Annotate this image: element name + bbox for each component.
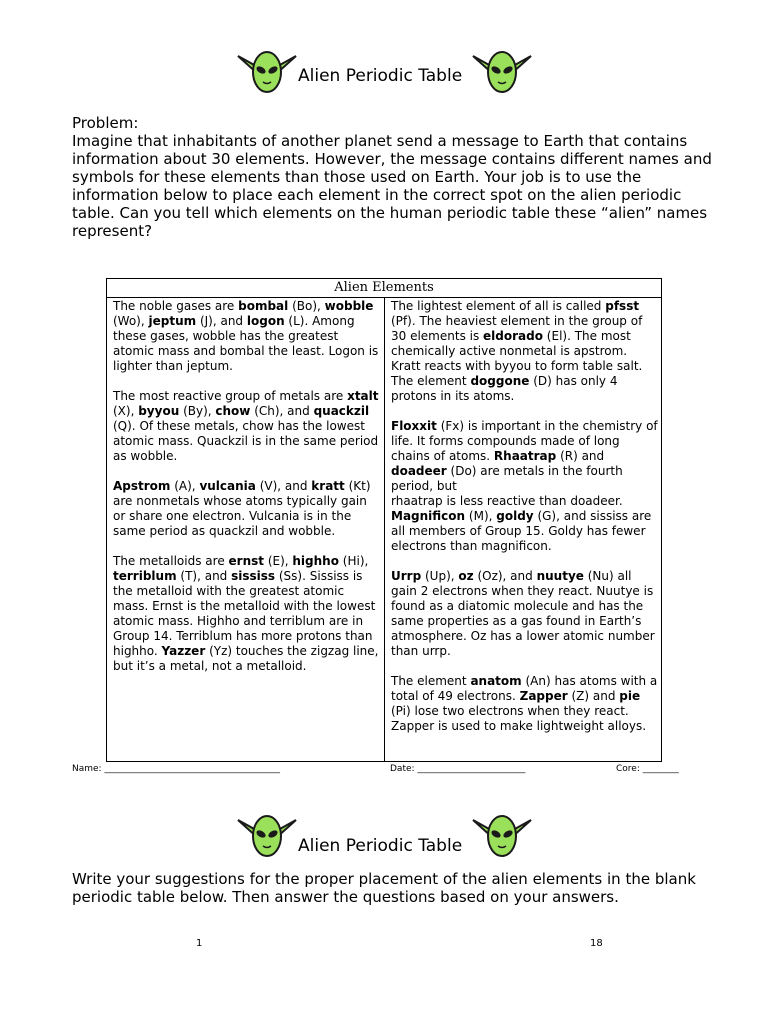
clue-paragraph bbox=[391, 299, 659, 404]
element-name: Floxxit bbox=[391, 419, 437, 433]
element-name: vulcania bbox=[199, 479, 256, 493]
element-name: bombal bbox=[238, 299, 289, 313]
element-name: anatom bbox=[470, 674, 522, 688]
page-title: Alien Periodic Table bbox=[298, 66, 463, 86]
column-divider bbox=[384, 297, 385, 761]
clue-text: (An) has atoms with a total of 49 electrons. bbox=[391, 674, 658, 703]
instructions-text: Write your suggestions for the proper placement of the alien elements in the blank periodic table below. Then answer the questions based on your answers. bbox=[72, 870, 696, 906]
element-name: chow bbox=[215, 404, 251, 418]
clue-text: (G), and sississ are all members of Group 15. Goldy has fewer electrons than magnificon. bbox=[391, 509, 652, 553]
left-clues-column bbox=[113, 299, 381, 689]
clue-text: (V), and bbox=[255, 479, 312, 493]
clue-text: (Wo), bbox=[113, 314, 149, 328]
element-name: oz bbox=[458, 569, 474, 583]
clue-text: (A), bbox=[170, 479, 200, 493]
clue-paragraph bbox=[391, 419, 659, 554]
clue-text: (Oz), and bbox=[473, 569, 537, 583]
element-name: logon bbox=[246, 314, 285, 328]
element-name: eldorado bbox=[483, 329, 543, 343]
clue-text: are nonmetals whose atoms typically gain or share one electron. Vulcania is in the same period as quackzil and wobble. bbox=[113, 494, 367, 538]
element-name: xtalt bbox=[347, 389, 379, 403]
clue-text: (Q). Of these metals, chow has the lowest atomic mass. Quackzil is in the same period as wobble. bbox=[113, 419, 379, 463]
clue-text: (Pf). The heaviest element in the group of 30 elements is bbox=[391, 314, 643, 343]
clue-text: The most reactive group of metals are bbox=[113, 389, 348, 403]
element-name: sississ bbox=[231, 569, 276, 583]
element-name: doggone bbox=[470, 374, 530, 388]
clue-text: The element bbox=[391, 674, 471, 688]
page-header-2 bbox=[0, 812, 770, 872]
clue-text: rhaatrap is less reactive than doadeer. bbox=[391, 494, 623, 508]
clue-text: The noble gases are bbox=[113, 299, 239, 313]
element-name: Apstrom bbox=[113, 479, 171, 493]
clue-text: (Kt) bbox=[344, 479, 371, 493]
column-number-1: 1 bbox=[196, 938, 203, 949]
clue-text: (L). Among these gases, wobble has the greatest atomic mass and bombal the least. Logon is lighter than jeptum. bbox=[113, 314, 379, 373]
clue-paragraph bbox=[113, 554, 381, 674]
page-title-2: Alien Periodic Table bbox=[298, 836, 463, 856]
core-field[interactable]: Core: ________ bbox=[616, 764, 679, 774]
clue-text: (D) has only 4 protons in its atoms. bbox=[391, 374, 618, 403]
problem-text: Imagine that inhabitants of another planet send a message to Earth that contains information about 30 elements. However, the message contains different names and symbols for these elements than those used on Earth. Your job is to use the information below to place each element in the correct spot on the alien periodic table. Can you tell which elements on the human periodic table these “alien” names represent? bbox=[72, 132, 712, 240]
clue-text: The lightest element of all is called bbox=[391, 299, 606, 313]
element-name: byyou bbox=[138, 404, 180, 418]
element-name: ernst bbox=[228, 554, 264, 568]
clue-text: (Ch), and bbox=[250, 404, 314, 418]
clue-paragraph bbox=[113, 479, 381, 539]
alien-head-icon bbox=[236, 48, 298, 98]
alien-elements-table bbox=[106, 278, 662, 762]
element-name: nuutye bbox=[536, 569, 584, 583]
element-name: Magnificon bbox=[391, 509, 466, 523]
clue-text: (Z) and bbox=[567, 689, 620, 703]
clue-text: (Do) are metals in the fourth period, but bbox=[391, 464, 623, 493]
problem-label: Problem: bbox=[72, 114, 139, 132]
problem-section bbox=[72, 114, 712, 240]
table-caption: Alien Elements bbox=[107, 279, 661, 298]
instructions-section bbox=[72, 870, 712, 906]
clue-text: The metalloids are bbox=[113, 554, 229, 568]
element-name: jeptum bbox=[148, 314, 197, 328]
alien-head-icon bbox=[236, 812, 298, 862]
element-name: goldy bbox=[496, 509, 534, 523]
clue-text: (Ss). Sississ is the metalloid with the greatest atomic mass. Ernst is the metalloid with the lowest atomic mass. Highho and terriblum are in Group 14. Terriblum has more protons than highho. bbox=[113, 569, 376, 658]
clue-text: (Nu) all gain 2 electrons when they react. Nuutye is found as a diatomic molecule and has the same properties as a gas found in Earth’s atmosphere. Oz has a lower atomic number than urrp. bbox=[391, 569, 655, 658]
element-name: pfsst bbox=[605, 299, 640, 313]
clue-text: (Fx) is important in the chemistry of life. It forms compounds made of long chains of atoms. bbox=[391, 419, 658, 463]
clue-text: (M), bbox=[465, 509, 497, 523]
clue-text: (X), bbox=[113, 404, 139, 418]
element-name: kratt bbox=[311, 479, 345, 493]
element-name: Urrp bbox=[391, 569, 422, 583]
page-header bbox=[0, 48, 770, 108]
name-field[interactable]: Name: _______________________________________ bbox=[72, 764, 280, 774]
clue-text: (By), bbox=[179, 404, 216, 418]
form-footer bbox=[72, 764, 692, 778]
clue-text: (R) and bbox=[556, 449, 605, 463]
date-field[interactable]: Date: ________________________ bbox=[390, 764, 526, 774]
clue-text: (Yz) touches the zigzag line, but it’s a metal, not a metalloid. bbox=[113, 644, 379, 673]
element-name: wobble bbox=[324, 299, 374, 313]
clue-text: (E), bbox=[264, 554, 293, 568]
element-name: terriblum bbox=[113, 569, 177, 583]
clue-text: (J), and bbox=[196, 314, 247, 328]
clue-text: (Hi), bbox=[338, 554, 369, 568]
clue-text: (T), and bbox=[176, 569, 232, 583]
element-name: doadeer bbox=[391, 464, 447, 478]
column-number-18: 18 bbox=[590, 938, 603, 949]
alien-head-icon bbox=[471, 48, 533, 98]
clue-text: (Bo), bbox=[288, 299, 325, 313]
element-name: highho bbox=[292, 554, 339, 568]
alien-head-icon bbox=[471, 812, 533, 862]
element-name: quackzil bbox=[313, 404, 370, 418]
clue-paragraph bbox=[113, 389, 381, 464]
element-name: Rhaatrap bbox=[493, 449, 557, 463]
clue-text: (Pi) lose two electrons when they react. Zapper is used to make lightweight alloys. bbox=[391, 704, 647, 733]
clue-paragraph bbox=[391, 569, 659, 659]
clue-paragraph bbox=[391, 674, 659, 734]
element-name: Yazzer bbox=[161, 644, 206, 658]
clue-paragraph bbox=[113, 299, 381, 374]
right-clues-column bbox=[391, 299, 659, 749]
element-name: pie bbox=[619, 689, 641, 703]
clue-text: (Up), bbox=[421, 569, 459, 583]
element-name: Zapper bbox=[519, 689, 568, 703]
clue-text: (El). The most chemically active nonmetal is apstrom. Kratt reacts with byyou to form table salt. The element bbox=[391, 329, 643, 388]
